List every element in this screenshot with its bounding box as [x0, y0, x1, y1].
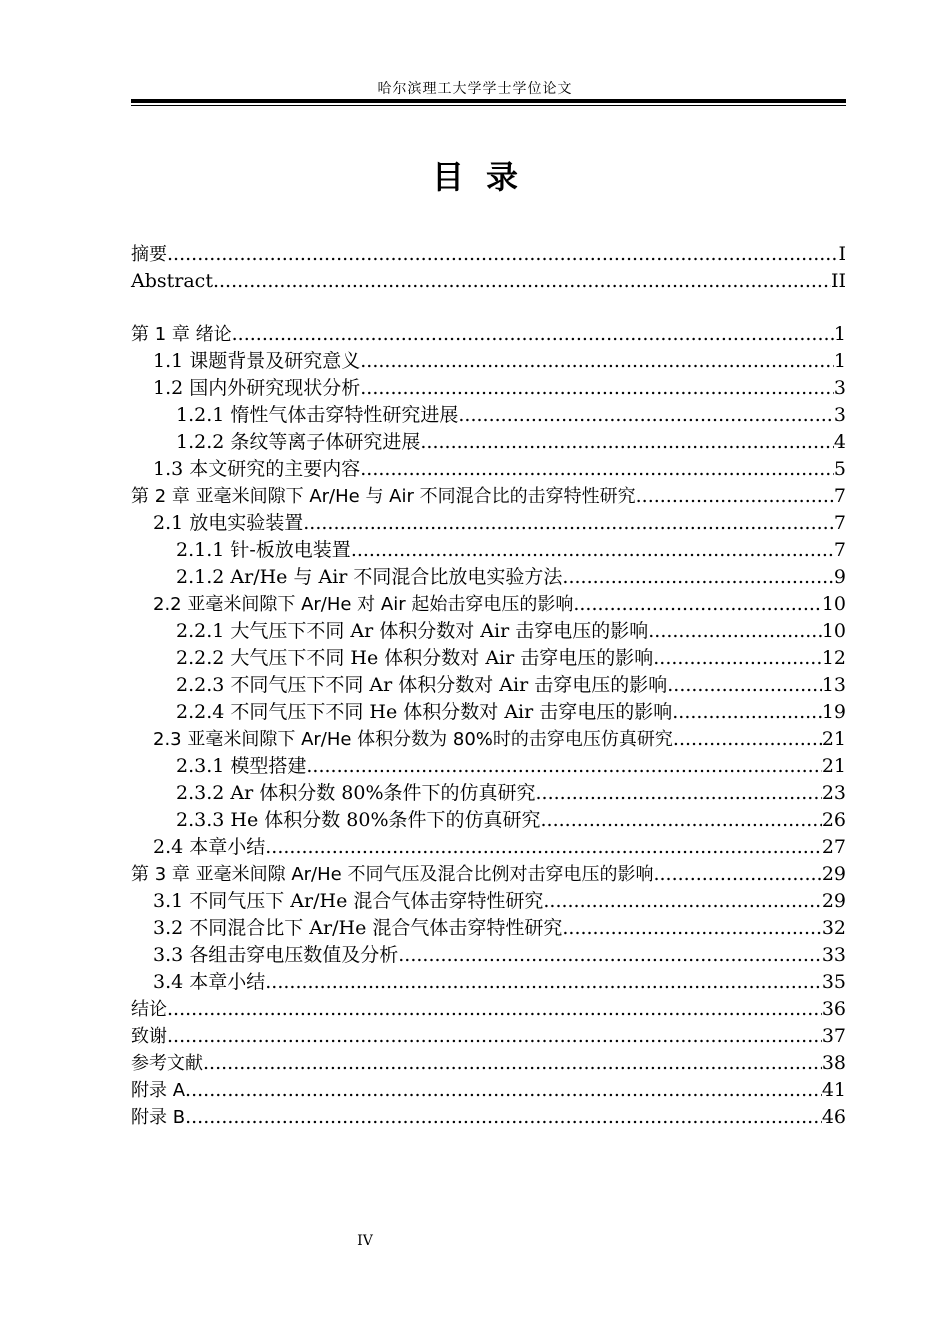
toc-leader-dots: [203, 1050, 822, 1077]
toc-entry-page: 19: [821, 701, 846, 723]
toc-entry-page: 35: [821, 971, 846, 993]
toc-entry-page: 3: [833, 377, 846, 399]
toc-entry[interactable]: [131, 456, 846, 483]
toc-entry[interactable]: [131, 375, 846, 402]
toc-entry-title: 1.2.1 惰性气体击穿特性研究进展: [176, 404, 459, 426]
toc-entry[interactable]: [131, 483, 846, 510]
toc-entry-title: 2.3.2 Ar 体积分数 80%条件下的仿真研究: [176, 782, 536, 804]
toc-entry[interactable]: [131, 834, 846, 861]
toc-entry[interactable]: [131, 915, 846, 942]
toc-entry-page: 10: [821, 593, 846, 615]
toc-leader-dots: [562, 915, 821, 942]
toc-leader-dots: [458, 402, 834, 429]
toc-entry-title: 结论: [131, 999, 167, 1020]
toc-entry-page: 1: [833, 350, 846, 372]
toc-entry-page: 4: [833, 431, 846, 453]
toc-entry-title: 摘要: [131, 244, 167, 265]
toc-entry-title: 第 3 章 亚毫米间隙 Ar/He 不同气压及混合比例对击穿电压的影响: [131, 864, 654, 885]
toc-entry-title: 1.3 本文研究的主要内容: [153, 458, 361, 480]
toc-entry-title: 2.1.1 针-板放电装置: [176, 539, 351, 561]
toc-entry-page: 12: [821, 647, 846, 669]
toc-entry[interactable]: [131, 268, 846, 295]
toc-entry-title: 2.2.1 大气压下不同 Ar 体积分数对 Air 击穿电压的影响: [176, 620, 649, 642]
toc-entry-page: 13: [821, 674, 846, 696]
toc-leader-dots: [232, 321, 834, 348]
page-number: IV: [357, 1233, 373, 1249]
toc-entry[interactable]: [131, 537, 846, 564]
header-rule-thin: [131, 105, 846, 106]
toc-entry-title: 第 1 章 绪论: [131, 324, 232, 345]
toc-entry-page: 29: [821, 890, 846, 912]
toc-leader-dots: [398, 942, 822, 969]
toc-leader-dots: [185, 1104, 822, 1131]
toc-entry-title: 1.1 课题背景及研究意义: [153, 350, 361, 372]
toc-leader-dots: [360, 375, 834, 402]
toc-entry[interactable]: [131, 861, 846, 888]
toc-leader-dots: [541, 807, 822, 834]
toc-leader-dots: [636, 483, 834, 510]
toc-entry-title: 致谢: [131, 1026, 167, 1047]
toc-leader-dots: [167, 241, 838, 268]
toc-entry[interactable]: [131, 348, 846, 375]
toc-entry[interactable]: [131, 888, 846, 915]
toc-entry-title: 附录 B: [131, 1107, 186, 1128]
toc-entry[interactable]: [131, 645, 846, 672]
toc-entry-page: 21: [821, 755, 846, 777]
toc-entry-title: 1.2.2 条纹等离子体研究进展: [176, 431, 421, 453]
toc-entry[interactable]: [131, 807, 846, 834]
toc-entry-page: 23: [821, 782, 846, 804]
toc-entry[interactable]: [131, 672, 846, 699]
toc-entry-title: 2.3 亚毫米间隙下 Ar/He 体积分数为 80%时的击穿电压仿真研究: [153, 729, 673, 750]
toc-entry-page: 3: [833, 404, 846, 426]
toc-entry-title: 3.2 不同混合比下 Ar/He 混合气体击穿特性研究: [153, 917, 563, 939]
toc-entry-page: 33: [821, 944, 846, 966]
toc-entry[interactable]: [131, 564, 846, 591]
table-of-contents: [131, 241, 846, 1131]
toc-entry-page: 32: [821, 917, 846, 939]
toc-entry-title: 2.1 放电实验装置: [153, 512, 304, 534]
toc-leader-dots: [673, 726, 822, 753]
toc-entry-title: 参考文献: [131, 1053, 203, 1074]
toc-entry-page: 9: [833, 566, 846, 588]
toc-leader-dots: [360, 456, 834, 483]
toc-entry-title: 2.3.1 模型搭建: [176, 755, 307, 777]
toc-leader-dots: [303, 510, 834, 537]
toc-leader-dots: [536, 780, 822, 807]
toc-entry-page: 46: [821, 1106, 846, 1128]
toc-entry-title: 2.2.2 大气压下不同 He 体积分数对 Air 击穿电压的影响: [176, 647, 654, 669]
toc-entry-page: 36: [821, 998, 846, 1020]
toc-entry[interactable]: [131, 321, 846, 348]
toc-entry-title: 2.1.2 Ar/He 与 Air 不同混合比放电实验方法: [176, 566, 563, 588]
toc-entry-page: 7: [833, 512, 846, 534]
toc-entry-title: Abstract: [131, 270, 213, 292]
toc-leader-dots: [265, 969, 822, 996]
toc-leader-dots: [351, 537, 834, 564]
toc-entry-page: 10: [821, 620, 846, 642]
toc-entry-title: 3.3 各组击穿电压数值及分析: [153, 944, 399, 966]
toc-entry[interactable]: [131, 942, 846, 969]
toc-entry-page: 38: [821, 1052, 846, 1074]
toc-entry-page: 37: [821, 1025, 846, 1047]
toc-entry-title: 2.2.4 不同气压下不同 He 体积分数对 Air 击穿电压的影响: [176, 701, 673, 723]
toc-entry-title: 2.3.3 He 体积分数 80%条件下的仿真研究: [176, 809, 541, 831]
toc-entry-title: 3.4 本章小结: [153, 971, 266, 993]
toc-entry[interactable]: [131, 699, 846, 726]
toc-entry-title: 2.2.3 不同气压下不同 Ar 体积分数对 Air 击穿电压的影响: [176, 674, 668, 696]
toc-entry-title: 附录 A: [131, 1080, 186, 1101]
toc-entry-page: 7: [833, 539, 846, 561]
toc-leader-dots: [213, 268, 831, 295]
toc-entry[interactable]: [131, 591, 846, 618]
toc-entry-page: 26: [821, 809, 846, 831]
toc-entry[interactable]: [131, 996, 846, 1023]
toc-entry[interactable]: [131, 429, 846, 456]
toc-entry[interactable]: [131, 726, 846, 753]
toc-leader-dots: [543, 888, 821, 915]
toc-entry-page: 5: [833, 458, 846, 480]
toc-entry[interactable]: [131, 969, 846, 996]
toc-entry[interactable]: [131, 618, 846, 645]
toc-leader-dots: [672, 699, 822, 726]
toc-entry-page: 27: [821, 836, 846, 858]
toc-entry-page: 41: [821, 1079, 846, 1101]
toc-leader-dots: [360, 348, 834, 375]
toc-entry-page: II: [830, 270, 846, 292]
toc-entry-page: 7: [833, 485, 846, 507]
page-title: 目录: [431, 158, 540, 196]
toc-leader-dots: [306, 753, 821, 780]
toc-entry-title: 2.4 本章小结: [153, 836, 266, 858]
toc-leader-dots: [653, 645, 822, 672]
toc-leader-dots: [420, 429, 834, 456]
toc-entry[interactable]: [131, 402, 846, 429]
toc-entry[interactable]: [131, 241, 846, 268]
toc-leader-dots: [667, 672, 822, 699]
toc-entry-title: 3.1 不同气压下 Ar/He 混合气体击穿特性研究: [153, 890, 544, 912]
toc-leader-dots: [573, 591, 821, 618]
toc-leader-dots: [265, 834, 822, 861]
toc-leader-dots: [562, 564, 834, 591]
toc-entry[interactable]: [131, 1104, 846, 1131]
toc-leader-dots: [185, 1077, 822, 1104]
toc-leader-dots: [167, 996, 822, 1023]
toc-entry[interactable]: [131, 753, 846, 780]
toc-leader-dots: [653, 861, 821, 888]
toc-entry[interactable]: [131, 1077, 846, 1104]
toc-entry[interactable]: [131, 780, 846, 807]
toc-entry-title: 1.2 国内外研究现状分析: [153, 377, 361, 399]
toc-entry-page: 29: [821, 863, 846, 885]
toc-entry[interactable]: [131, 1050, 846, 1077]
toc-entry-page: I: [838, 243, 846, 265]
header-rule-thick: [131, 99, 846, 103]
toc-entry-page: 21: [821, 728, 846, 750]
toc-entry[interactable]: [131, 510, 846, 537]
toc-entry[interactable]: [131, 1023, 846, 1050]
running-header: 哈尔滨理工大学学士学位论文: [377, 81, 573, 97]
toc-entry-title: 第 2 章 亚毫米间隙下 Ar/He 与 Air 不同混合比的击穿特性研究: [131, 486, 636, 507]
toc-entry-page: 1: [833, 323, 846, 345]
toc-entry-title: 2.2 亚毫米间隙下 Ar/He 对 Air 起始击穿电压的影响: [153, 594, 574, 615]
toc-leader-dots: [167, 1023, 822, 1050]
toc-leader-dots: [648, 618, 822, 645]
